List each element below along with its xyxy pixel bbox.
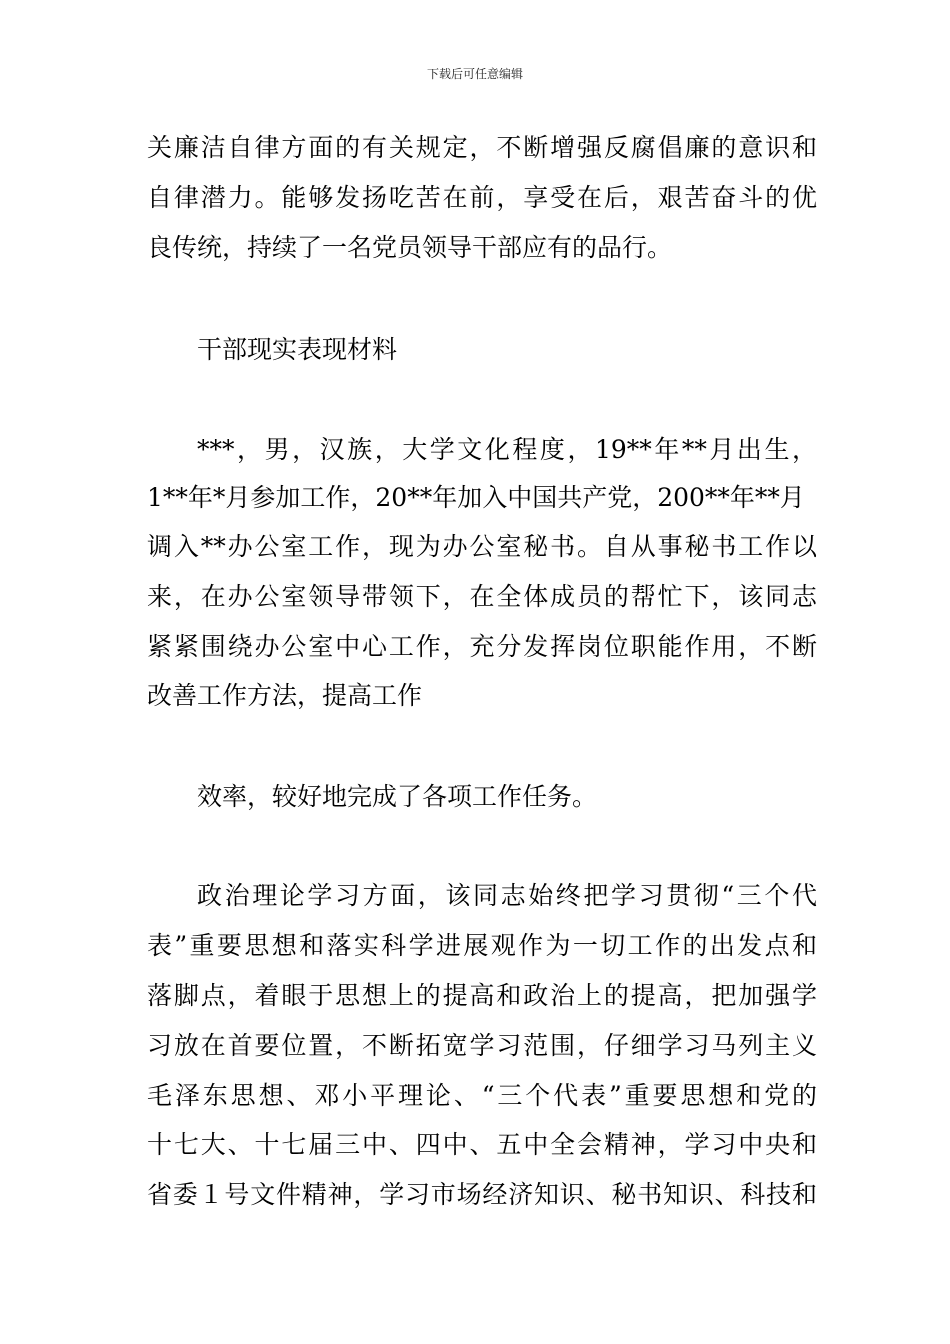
text-line: 良传统，持续了一名党员领导干部应有的品行。 bbox=[147, 233, 673, 262]
text-line: 落脚点，着眼于思想上的提高和政治上的提高，把加强学 bbox=[147, 981, 817, 1010]
text-line: 自律潜力。能够发扬吃苦在前，享受在后，艰苦奋斗的优 bbox=[147, 183, 817, 212]
section-title: 干部现实表现材料 bbox=[197, 335, 398, 364]
text-line: 政治理论学习方面，该同志始终把学习贯彻“三个代 bbox=[197, 881, 817, 910]
text-line: ***，男，汉族，大学文化程度，19**年**月出生， bbox=[197, 435, 817, 464]
text-line: 效率，较好地完成了各项工作任务。 bbox=[197, 782, 598, 811]
text-line: 紧紧围绕办公室中心工作，充分发挥岗位职能作用，不断 bbox=[147, 632, 817, 661]
text-line: 表”重要思想和落实科学进展观作为一切工作的出发点和 bbox=[147, 931, 817, 960]
text-line: 毛泽东思想、邓小平理论、“三个代表”重要思想和党的 bbox=[147, 1081, 817, 1110]
text-line: 关廉洁自律方面的有关规定，不断增强反腐倡廉的意识和 bbox=[147, 133, 817, 162]
text-line: 十七大、十七届三中、四中、五中全会精神，学习中央和 bbox=[147, 1130, 817, 1159]
page-header: 下载后可任意编辑 bbox=[426, 67, 523, 81]
text-line: 来，在办公室领导带领下，在全体成员的帮忙下，该同志 bbox=[147, 582, 817, 611]
text-line: 习放在首要位置，不断拓宽学习范围，仔细学习马列主义 bbox=[147, 1031, 817, 1060]
text-line: 省委１号文件精神，学习市场经济知识、秘书知识、科技和 bbox=[147, 1180, 817, 1209]
text-line: 调入**办公室工作，现为办公室秘书。自从事秘书工作以 bbox=[147, 532, 817, 561]
text-line: 1**年*月参加工作，20**年加入中国共产党，200**年**月 bbox=[147, 483, 805, 512]
text-line: 改善工作方法，提高工作 bbox=[147, 681, 423, 710]
